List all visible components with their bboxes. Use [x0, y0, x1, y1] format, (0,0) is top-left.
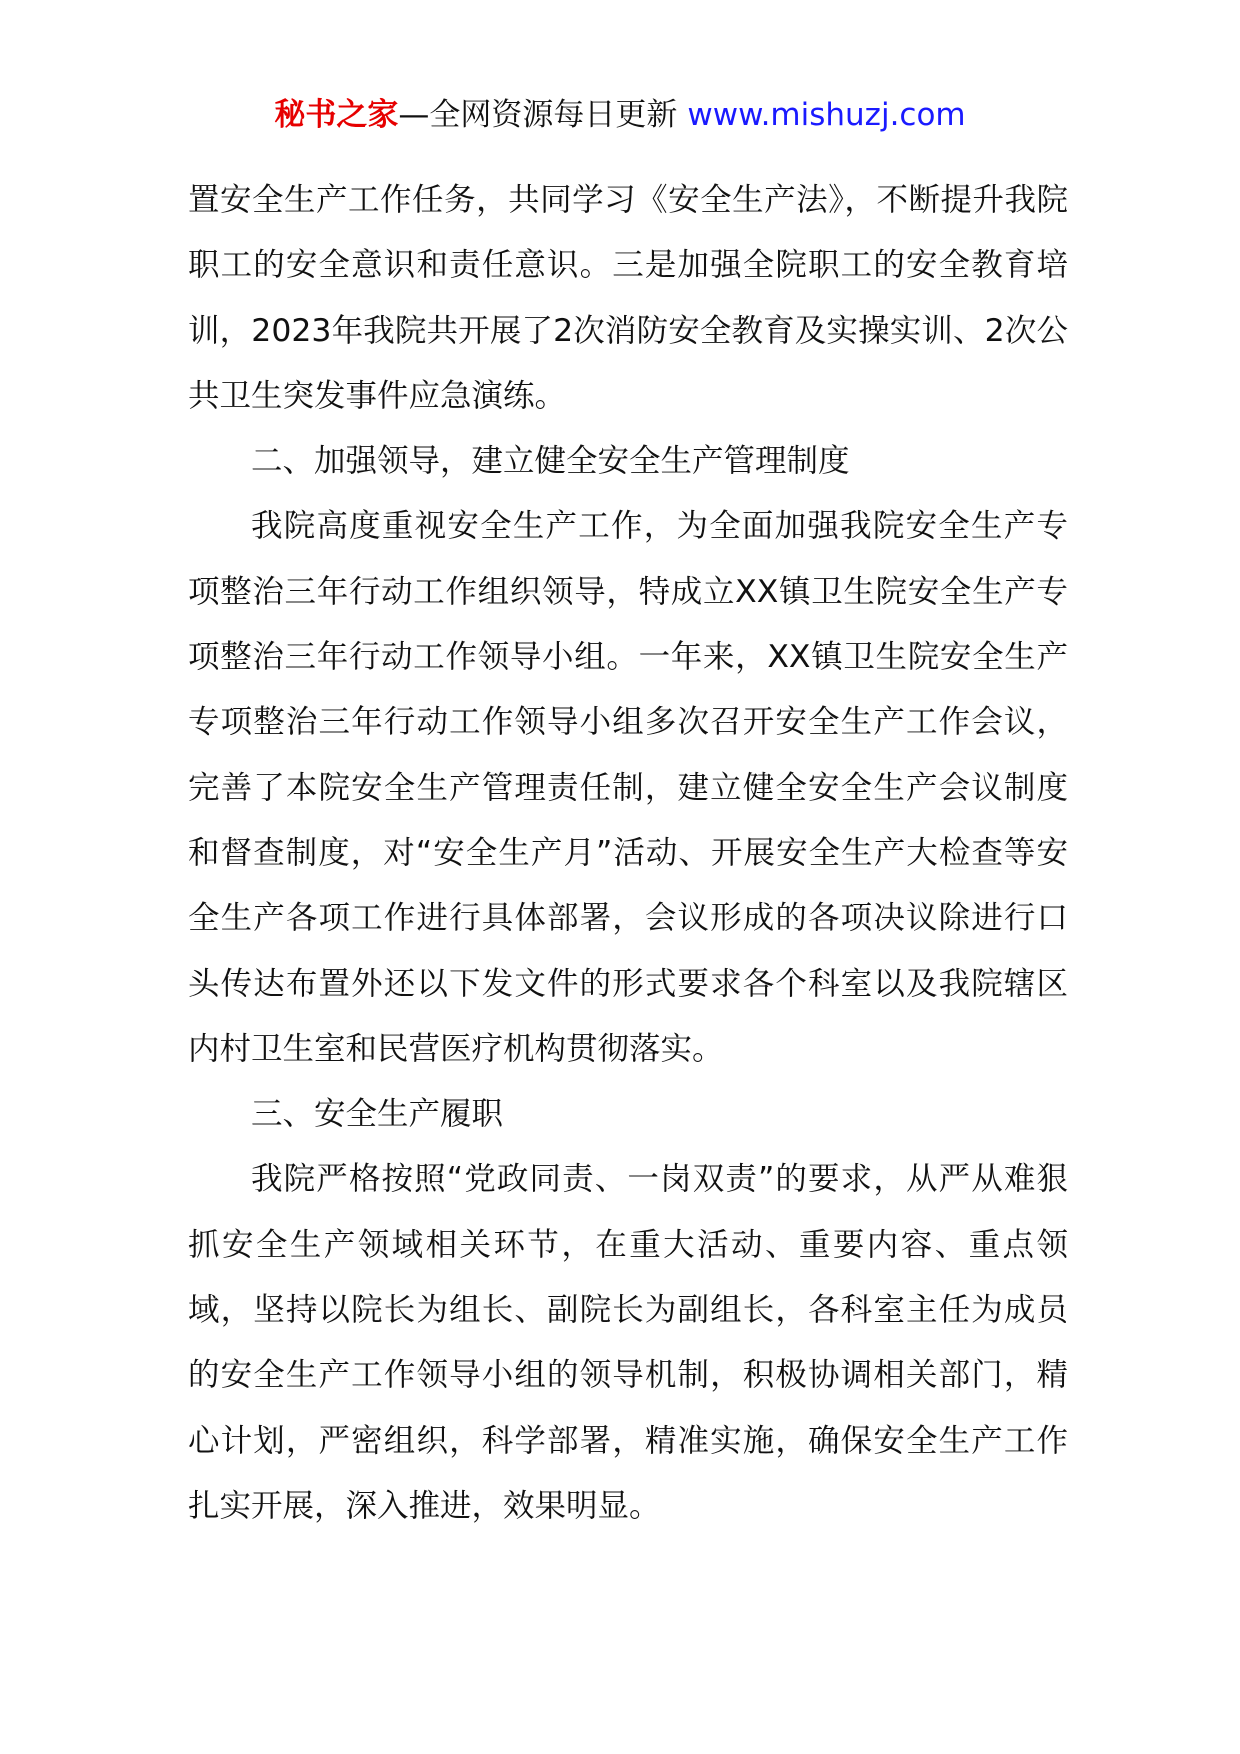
- document-body: [188, 168, 1068, 1539]
- paragraph-duties: 我院严格按照“党政同责、一岗双责”的要求，从严从难狠抓安全生产领域相关环节，在重大活动、重要内容、重点领域，坚持以院长为组长、副院长为副组长，各科室主任为成员的安全生产工作领导小组的领导机制，积极协调相关部门，精心计划，严密组织，科学部署，精准实施，确保安全生产工作扎实开展，深入推进，效果明显。: [188, 1161, 1068, 1524]
- site-link[interactable]: www.mishuzj.com: [687, 97, 966, 133]
- paragraph-leadership: 我院高度重视安全生产工作，为全面加强我院安全生产专项整治三年行动工作组织领导，特成立XX镇卫生院安全生产专项整治三年行动工作领导小组。一年来，XX镇卫生院安全生产专项整治三年行动工作领导小组多次召开安全生产工作会议，完善了本院安全生产管理责任制，建立健全安全生产会议制度和督查制度，对“安全生产月”活动、开展安全生产大检查等安全生产各项工作进行具体部署，会议形成的各项决议除进行口头传达布置外还以下发文件的形式要求各个科室以及我院辖区内村卫生室和民营医疗机构贯彻落实。: [188, 508, 1068, 1067]
- paragraph-continuation: 置安全生产工作任务，共同学习《安全生产法》，不断提升我院职工的安全意识和责任意识。三是加强全院职工的安全教育培训，2023年我院共开展了2次消防安全教育及实操实训、2次公共卫生突发事件应急演练。: [188, 182, 1068, 414]
- brand-name: 秘书之家: [274, 97, 399, 133]
- section-heading-3: 三、安全生产履职: [251, 1096, 504, 1133]
- section-heading-2: 二、加强领导，建立健全安全生产管理制度: [251, 443, 850, 480]
- header-tagline: —全网资源每日更新: [398, 97, 678, 133]
- page-header: [0, 93, 1240, 137]
